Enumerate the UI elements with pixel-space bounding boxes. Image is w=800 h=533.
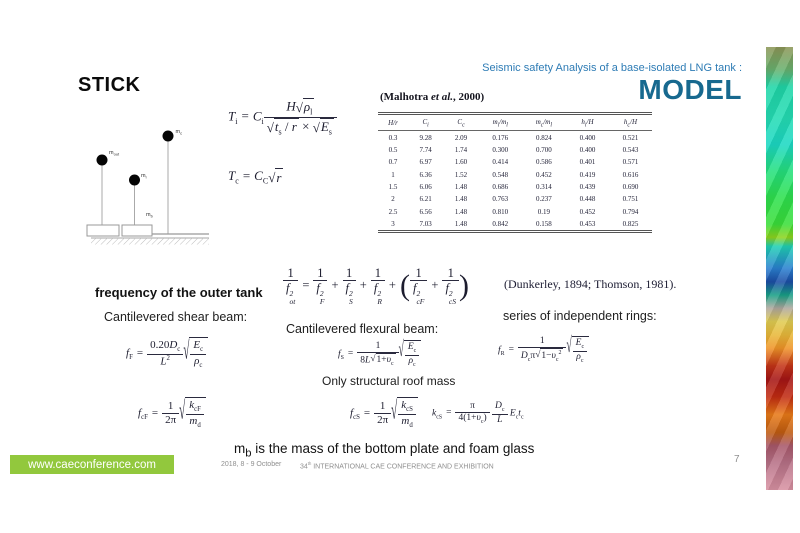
base-block-right xyxy=(122,225,152,236)
table-cell: 0.439 xyxy=(579,183,596,192)
table-cell: 0.825 xyxy=(622,220,639,229)
equation-convective-period: $T_c = C_C$ √ r xyxy=(228,168,282,186)
table-row xyxy=(378,206,652,218)
table-cell: 0.543 xyxy=(622,145,639,154)
table-cell: 0.700 xyxy=(535,145,552,154)
stick-model-diagram xyxy=(85,113,217,245)
table-column-header: $C_c$ xyxy=(443,114,478,131)
table-row xyxy=(378,144,652,156)
equation-shear-frequency: $f_S$ = 1 8L √ $1+\upsilon_c$ √ $\frac{E_c}{\rho_c}$ xyxy=(338,340,421,368)
table-column-header: H/r xyxy=(378,114,408,131)
table-caption: (Malhotra et al., 2000) xyxy=(380,91,485,103)
table-column-header: $C_i$ xyxy=(408,114,443,131)
table-row xyxy=(378,193,652,205)
table-row xyxy=(378,156,652,168)
table-cell: 0.686 xyxy=(492,183,509,192)
mass-outer-node xyxy=(97,155,108,166)
section-title-model: MODEL xyxy=(638,74,742,105)
footer-conference-name: 34th INTERNATIONAL CAE CONFERENCE AND EXHIBITION xyxy=(300,461,494,471)
equation-flexural-frequency: $f_F$ = $\frac{0.20D_c}{L^2}$ √ $\frac{E_c}{\rho_c}$ xyxy=(126,337,208,370)
equation-ring-frequency: $f_R$ = 1 $D_c\pi$ √ $1-\upsilon_c^2$ √ $\frac{E_c}{\rho_c}$ xyxy=(498,336,589,364)
table-cell: 6.56 xyxy=(419,207,432,216)
table-cell: 0.571 xyxy=(622,158,639,167)
table-cell: 6.21 xyxy=(419,195,432,204)
table-cell: 0.616 xyxy=(622,170,639,179)
label-m-out: $m_{out}$ xyxy=(109,150,120,157)
label-m-b: $m_b$ xyxy=(146,212,153,219)
table-cell: 0.690 xyxy=(622,183,639,192)
roof-mass-label: Only structural roof mass xyxy=(322,374,456,388)
slide-title: STICK xyxy=(78,74,141,96)
table-cell: 0.314 xyxy=(535,183,552,192)
table-cell: 6.97 xyxy=(419,158,432,167)
table-cell: 0.5 xyxy=(388,145,398,154)
table-cell: 0.810 xyxy=(492,207,509,216)
table-cell: 6.06 xyxy=(419,183,432,192)
freq-outer-tank-label: frequency of the outer tank xyxy=(95,285,263,300)
table-cell: 0.3 xyxy=(388,133,398,142)
table-cell: 1.60 xyxy=(454,158,468,167)
table-cell: 1.48 xyxy=(454,220,468,229)
table-cell: 0.300 xyxy=(492,145,509,154)
table-cell: 0.794 xyxy=(622,207,639,216)
base-block-left xyxy=(87,225,119,236)
table-row xyxy=(378,218,652,232)
bottom-plate-note: $m_b$ is the mass of the bottom plate and foam glass xyxy=(234,441,535,460)
shear-beam-label: Cantilevered shear beam: xyxy=(104,310,248,324)
table-cell: 0.763 xyxy=(492,195,509,204)
table-cell: 2 xyxy=(391,195,395,204)
table-cell: 1.52 xyxy=(454,170,468,179)
table-row xyxy=(378,169,652,181)
table-cell: 0.400 xyxy=(579,145,596,154)
table-cell: 1.48 xyxy=(454,207,468,216)
table-cell: 2.09 xyxy=(454,133,468,142)
table-cell: 1.48 xyxy=(454,195,468,204)
ground-hatch xyxy=(91,238,209,245)
table-cell: 0.7 xyxy=(388,158,398,167)
mass-impulsive-node xyxy=(129,175,140,186)
table-cell: 1.5 xyxy=(388,183,398,192)
conference-url-banner[interactable] xyxy=(10,455,174,474)
table-row xyxy=(378,131,652,144)
table-cell: 0.452 xyxy=(579,207,596,216)
mass-convective-node xyxy=(163,131,174,142)
table-cell: 0.842 xyxy=(492,220,509,229)
table-cell: 0.176 xyxy=(492,133,509,142)
table-cell: 0.401 xyxy=(579,158,596,167)
equation-kcs: $k_{cS}$ = $\frac{\pi}{4(1+\upsilon_c)}$ $\frac{D_c}{L}$ $E_ct_c$ xyxy=(432,401,524,425)
label-m-i: $m_i$ xyxy=(141,173,147,180)
table-cell: 0.586 xyxy=(535,158,552,167)
table-cell: 9.28 xyxy=(419,133,432,142)
table-cell: 1.48 xyxy=(454,183,468,192)
table-column-header: $h_c/H$ xyxy=(609,114,652,131)
page-number: 7 xyxy=(734,454,740,465)
table-cell: 0.548 xyxy=(492,170,509,179)
table-cell: 1 xyxy=(391,170,395,179)
equation-fcs: $f_{cS}$ = $\frac{1}{2\pi}$ √ $k_{cS}$ $m_d$ xyxy=(350,397,418,430)
equation-impulsive-period: $T_i = C_i$ H √ $\rho_l$ √ $t_s$ / r × √ $E_s$ xyxy=(228,98,337,137)
table-cell: 6.36 xyxy=(419,170,432,179)
table-cell: 0.824 xyxy=(535,133,552,142)
table-cell: 0.521 xyxy=(622,133,639,142)
dunkerley-citation: (Dunkerley, 1894; Thomson, 1981). xyxy=(504,277,677,291)
table-header-row xyxy=(378,114,652,131)
table-cell: 0.751 xyxy=(622,195,639,204)
table-cell: 0.453 xyxy=(579,220,596,229)
table-cell: 0.414 xyxy=(492,158,509,167)
equation-fcf: $f_{cF}$ = $\frac{1}{2\pi}$ √ $k_{cF}$ $m_d$ xyxy=(138,397,206,430)
table-cell: 0.419 xyxy=(579,170,596,179)
table-cell: 7.74 xyxy=(419,145,432,154)
flexural-beam-label: Cantilevered flexural beam: xyxy=(286,322,439,336)
table-column-header: $m_i/m_l$ xyxy=(479,114,522,131)
table-cell: 0.448 xyxy=(579,195,596,204)
table-cell: 1.74 xyxy=(454,145,468,154)
table-cell: 0.19 xyxy=(537,207,550,216)
table-column-header: $h_i/H$ xyxy=(566,114,609,131)
table-cell: 0.158 xyxy=(535,220,552,229)
conference-url: www.caeconference.com xyxy=(28,458,156,471)
presentation-subtitle: Seismic safety Analysis of a base-isolated LNG tank : xyxy=(482,62,742,74)
table-cell: 7.03 xyxy=(419,220,432,229)
table-column-header: $m_c/m_l$ xyxy=(522,114,566,131)
table-cell: 0.400 xyxy=(579,133,596,142)
equation-dunkerley: 1 f 2 ot = 1 f 2 F + 1 f 2 S + 1 f 2 R + ( 1 f 2 cF + 1 f 2 cS ) xyxy=(283,266,469,306)
table-cell: 2.5 xyxy=(388,207,398,216)
independent-rings-label: series of independent rings: xyxy=(503,309,657,323)
table-row xyxy=(378,181,652,193)
table-cell: 3 xyxy=(391,220,395,229)
label-m-c: $m_c$ xyxy=(175,129,183,136)
decorative-color-ribbon xyxy=(766,47,793,490)
table-cell: 0.237 xyxy=(535,195,552,204)
malhotra-table-container xyxy=(378,112,652,233)
malhotra-table xyxy=(378,112,652,233)
table-cell: 0.452 xyxy=(535,170,552,179)
footer-date: 2018, 8 - 9 October xyxy=(221,461,282,468)
